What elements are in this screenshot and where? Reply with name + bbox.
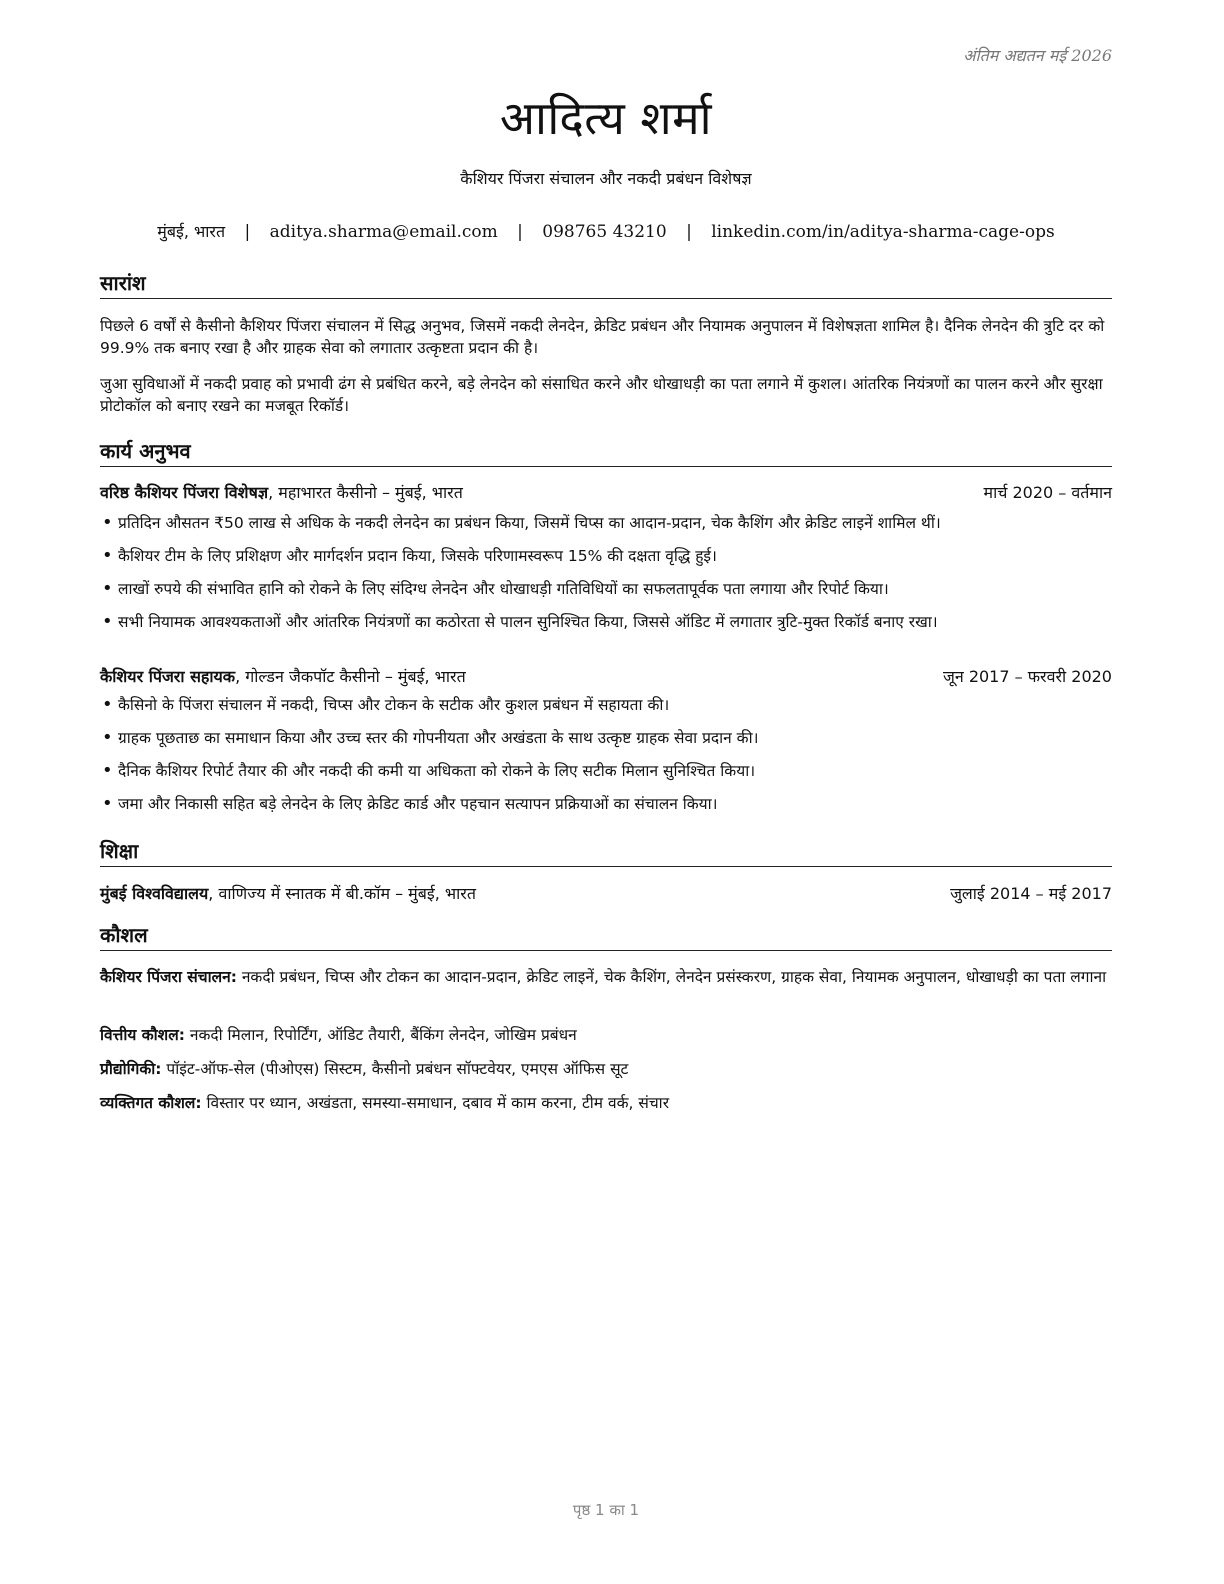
job-role: कैशियर पिंजरा सहायक bbox=[100, 667, 236, 686]
contact-line bbox=[100, 220, 1112, 242]
job-date-end: वर्तमान bbox=[1071, 483, 1112, 502]
section-title-experience: कार्य अनुभव bbox=[100, 438, 1112, 467]
section-title-skills: कौशल bbox=[100, 922, 1112, 951]
list-item: • कैसिनो के पिंजरा संचालन में नकदी, चिप्स और टोकन के सटीक और कुशल प्रबंधन में सहायता की। bbox=[100, 694, 1112, 727]
list-item: • ग्राहक पूछताछ का समाधान किया और उच्च स्तर की गोपनीयता और अखंडता के साथ उत्कृष्ट ग्राहक सेवा प्रदान की। bbox=[100, 727, 1112, 760]
job-date-start: जून 2017 bbox=[942, 667, 1010, 686]
section-title-education: शिक्षा bbox=[100, 838, 1112, 867]
date-dash: – bbox=[1053, 483, 1072, 502]
skill-value: नकदी मिलान, रिपोर्टिंग, ऑडिट तैयारी, बैंकिंग लेनदेन, जोखिम प्रबंधन bbox=[184, 1026, 577, 1044]
summary-paragraph: पिछले 6 वर्षों से कैसीनो कैशियर पिंजरा संचालन में सिद्ध अनुभव, जिसमें नकदी लेनदेन, क्रेडिट प्रबंधन और नियामक अनुपालन में विशेषज्ञता शामिल है। दैनिक लेनदेन की त्रुटि दर को 99.9% तक बनाए रखा है और ग्राहक सेवा को लगातार उत्कृष्टता प्रदान की है। bbox=[100, 317, 1105, 357]
skill-value: विस्तार पर ध्यान, अखंडता, समस्या-समाधान, दबाव में काम करना, टीम वर्क, संचार bbox=[201, 1094, 670, 1112]
resume-page bbox=[100, 0, 1112, 1584]
job-header bbox=[100, 666, 1112, 688]
job-bullets bbox=[100, 694, 1112, 826]
list-item: • दैनिक कैशियर रिपोर्ट तैयार की और नकदी की कमी या अधिकता को रोकने के लिए सटीक मिलान सुनिश्चित किया। bbox=[100, 760, 1112, 793]
contact-linkedin[interactable]: linkedin.com/in/aditya-sharma-cage-ops bbox=[711, 222, 1055, 242]
contact-email[interactable]: aditya.sharma@email.com bbox=[269, 222, 498, 242]
skill-label: प्रौद्योगिकी: bbox=[100, 1060, 162, 1078]
skill-line bbox=[100, 1058, 1112, 1080]
education-dates bbox=[950, 883, 1112, 905]
contact-location: मुंबई, भारत bbox=[157, 222, 226, 241]
skill-label: कैशियर पिंजरा संचालन: bbox=[100, 968, 237, 986]
job-header bbox=[100, 482, 1112, 504]
education-entry bbox=[100, 883, 1112, 905]
skill-line bbox=[100, 1092, 1112, 1114]
summary-paragraph: जुआ सुविधाओं में नकदी प्रवाह को प्रभावी ढंग से प्रबंधित करने, बड़े लेनदेन को संसाधित करने और धोखाधड़ी का पता लगाने में कुशल। आंतरिक नियंत्रणों का पालन करने और सुरक्षा प्रोटोकॉल को बनाए रखने का मजबूत रिकॉर्ड। bbox=[100, 375, 1103, 415]
skill-value: नकदी प्रबंधन, चिप्स और टोकन का आदान-प्रदान, क्रेडिट लाइनें, चेक कैशिंग, लेनदेन प्रसंस्करण, ग्राहक सेवा, नियामक अनुपालन, धोखाधड़ी का पता लगाना bbox=[236, 968, 1107, 986]
skill-label: व्यक्तिगत कौशल: bbox=[100, 1094, 202, 1112]
last-updated: अंतिम अद्यतन मई 2026 bbox=[963, 46, 1112, 65]
job-date-end: फरवरी 2020 bbox=[1027, 667, 1112, 686]
skill-line bbox=[100, 1024, 1112, 1046]
list-item: • जमा और निकासी सहित बड़े लेनदेन के लिए क्रेडिट कार्ड और पहचान सत्यापन प्रक्रियाओं का संचालन किया। bbox=[100, 793, 1112, 826]
list-item: • सभी नियामक आवश्यकताओं और आंतरिक नियंत्रणों का कठोरता से पालन सुनिश्चित किया, जिससे ऑडिट में लगातार त्रुटि-मुक्त रिकॉर्ड बनाए रखा। bbox=[100, 611, 1112, 644]
education-detail: , वाणिज्य में स्नातक में बी.कॉम – मुंबई, भारत bbox=[208, 884, 476, 903]
list-item: • प्रतिदिन औसतन ₹50 लाख से अधिक के नकदी लेनदेन का प्रबंधन किया, जिसमें चिप्स का आदान-प्रदान, चेक कैशिंग और क्रेडिट लाइनें शामिल थीं। bbox=[100, 512, 1112, 545]
job-dates bbox=[984, 482, 1112, 504]
date-dash: – bbox=[1009, 667, 1028, 686]
job-employer: , गोल्डन जैकपॉट कैसीनो – मुंबई, भारत bbox=[235, 667, 466, 686]
job-date-start: मार्च 2020 bbox=[983, 483, 1054, 502]
tagline: कैशियर पिंजरा संचालन और नकदी प्रबंधन विशेषज्ञ bbox=[460, 169, 752, 188]
list-item: • लाखों रुपये की संभावित हानि को रोकने के लिए संदिग्ध लेनदेन और धोखाधड़ी गतिविधियों का सफलतापूर्वक पता लगाया और रिपोर्ट किया। bbox=[100, 578, 1112, 611]
education-institution: मुंबई विश्वविद्यालय bbox=[100, 884, 209, 903]
job-employer: , महाभारत कैसीनो – मुंबई, भारत bbox=[268, 483, 463, 502]
job-bullets bbox=[100, 512, 1112, 644]
contact-separator: | bbox=[244, 222, 251, 242]
list-item: • कैशियर टीम के लिए प्रशिक्षण और मार्गदर्शन प्रदान किया, जिसके परिणामस्वरूप 15% की दक्षता वृद्धि हुई। bbox=[100, 545, 1112, 578]
skill-label: वित्तीय कौशल: bbox=[100, 1026, 185, 1044]
job-role: वरिष्ठ कैशियर पिंजरा विशेषज्ञ bbox=[100, 483, 269, 502]
education-date-start: जुलाई 2014 bbox=[950, 884, 1031, 903]
date-dash: – bbox=[1030, 884, 1049, 903]
contact-separator: | bbox=[517, 222, 523, 242]
section-title-summary: सारांश bbox=[100, 270, 1112, 299]
candidate-name: आदित्य शर्मा bbox=[499, 91, 713, 145]
skill-line bbox=[100, 966, 1112, 988]
contact-separator: | bbox=[686, 222, 692, 242]
job-dates bbox=[943, 666, 1112, 688]
contact-phone[interactable]: 098765 43210 bbox=[542, 222, 667, 242]
education-date-end: मई 2017 bbox=[1048, 884, 1112, 903]
skill-value: पॉइंट-ऑफ-सेल (पीओएस) सिस्टम, कैसीनो प्रबंधन सॉफ्टवेयर, एमएस ऑफिस सूट bbox=[161, 1060, 629, 1078]
page-number: पृष्ठ 1 का 1 bbox=[572, 1501, 640, 1519]
